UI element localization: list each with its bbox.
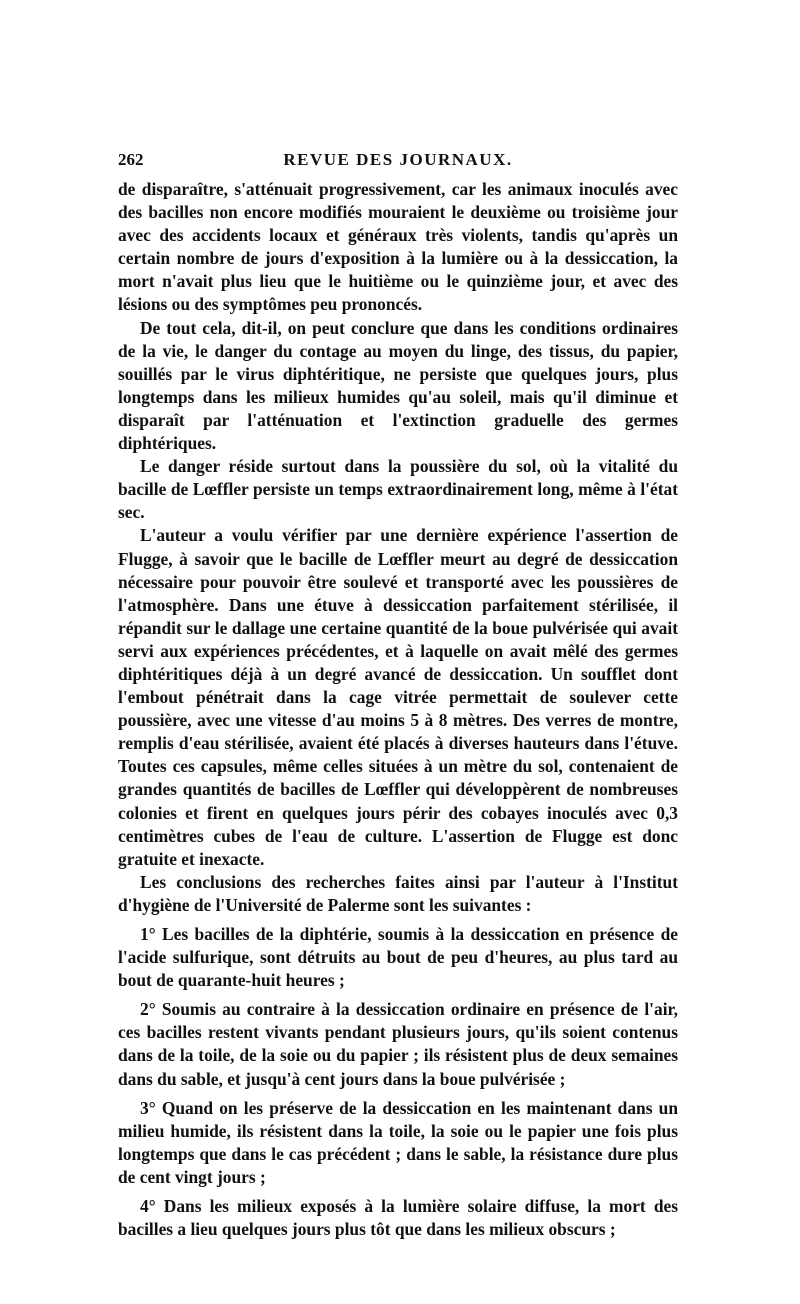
conclusion-item: 3° Quand on les préserve de la dessiccation en les maintenant dans un milieu humide, ils résistent dans la toile, la soie ou le papier une fois plus longtemps que dans le cas précédent ; dans le sable, la résistance dure plus de cent vingt jours ; (118, 1097, 678, 1187)
conclusion-item: 4° Dans les milieux exposés à la lumière solaire diffuse, la mort des bacilles a lieu quelques jours plus tôt que dans les milieux obscurs ; (118, 1196, 678, 1240)
running-title: REVUE DES JOURNAUX. (283, 150, 513, 169)
body-text (118, 178, 678, 1241)
conclusion-item: 1° Les bacilles de la diphtérie, soumis à la dessiccation en présence de l'acide sulfurique, sont détruits au bout de peu d'heures, au plus tard au bout de quarante-huit heures ; (118, 924, 678, 991)
conclusion-item: 2° Soumis au contraire à la dessiccation ordinaire en présence de l'air, ces bacilles restent vivants pendant plusieurs jours, qu'ils soient contenus dans de la toile, de la soie ou du papier ; ils résistent plus de deux semaines dans du sable, et jusqu'à cent jours dans la boue pulvérisée ; (118, 999, 678, 1089)
paragraph: de disparaître, s'atténuait progressivement, car les animaux inoculés avec des bacilles non encore modifiés mouraient le deuxième ou troisième jour avec des accidents locaux et généraux très violents, tandis qu'après un certain nombre de jours d'exposition à la lumière ou à la dessiccation, la mort n'avait plus lieu que le huitième ou le quinzième jour, et avec des lésions ou des symptômes peu prononcés. (118, 179, 678, 315)
page-number: 262 (118, 150, 144, 169)
page-header (118, 150, 678, 176)
paragraph: L'auteur a voulu vérifier par une dernière expérience l'assertion de Flugge, à savoir que le bacille de Lœffler meurt au degré de dessiccation nécessaire pour pouvoir être soulevé et transporté avec les poussières de l'atmosphère. Dans une étuve à dessiccation parfaitement stérilisée, il répandit sur le dallage une certaine quantité de la boue pulvérisée qui avait servi aux expériences précédentes, et à laquelle on avait mêlé des germes diphtéritiques déjà à un degré avancé de dessiccation. Un soufflet dont l'embout pénétrait dans la cage vitrée permettait de soulever cette poussière, avec une vitesse d'au moins 5 à 8 mètres. Des verres de montre, remplis d'eau stérilisée, avaient été placés à diverses hauteurs dans l'étuve. Toutes ces capsules, même celles situées à un mètre du sol, contenaient de grandes quantités de bacilles de Lœffler qui développèrent de nombreuses colonies et firent en quelques jours périr des cobayes inoculés avec 0,3 centimètres cubes de l'eau de culture. L'assertion de Flugge est donc gratuite et inexacte. (118, 525, 678, 869)
paragraph: Le danger réside surtout dans la poussière du sol, où la vitalité du bacille de Lœffler persiste un temps extraordinairement long, même à l'état sec. (118, 456, 678, 523)
paragraph: Les conclusions des recherches faites ainsi par l'auteur à l'Institut d'hygiène de l'Université de Palerme sont les suivantes : (118, 871, 678, 915)
paragraph: De tout cela, dit-il, on peut conclure que dans les conditions ordinaires de la vie, le danger du contage au moyen du linge, des tissus, du papier, souillés par le virus diphtéritique, ne persiste que quelques jours, plus longtemps dans les milieux humides qu'au soleil, mais qu'il diminue et disparaît par l'atténuation et l'extinction graduelle des germes diphtériques. (118, 317, 678, 454)
